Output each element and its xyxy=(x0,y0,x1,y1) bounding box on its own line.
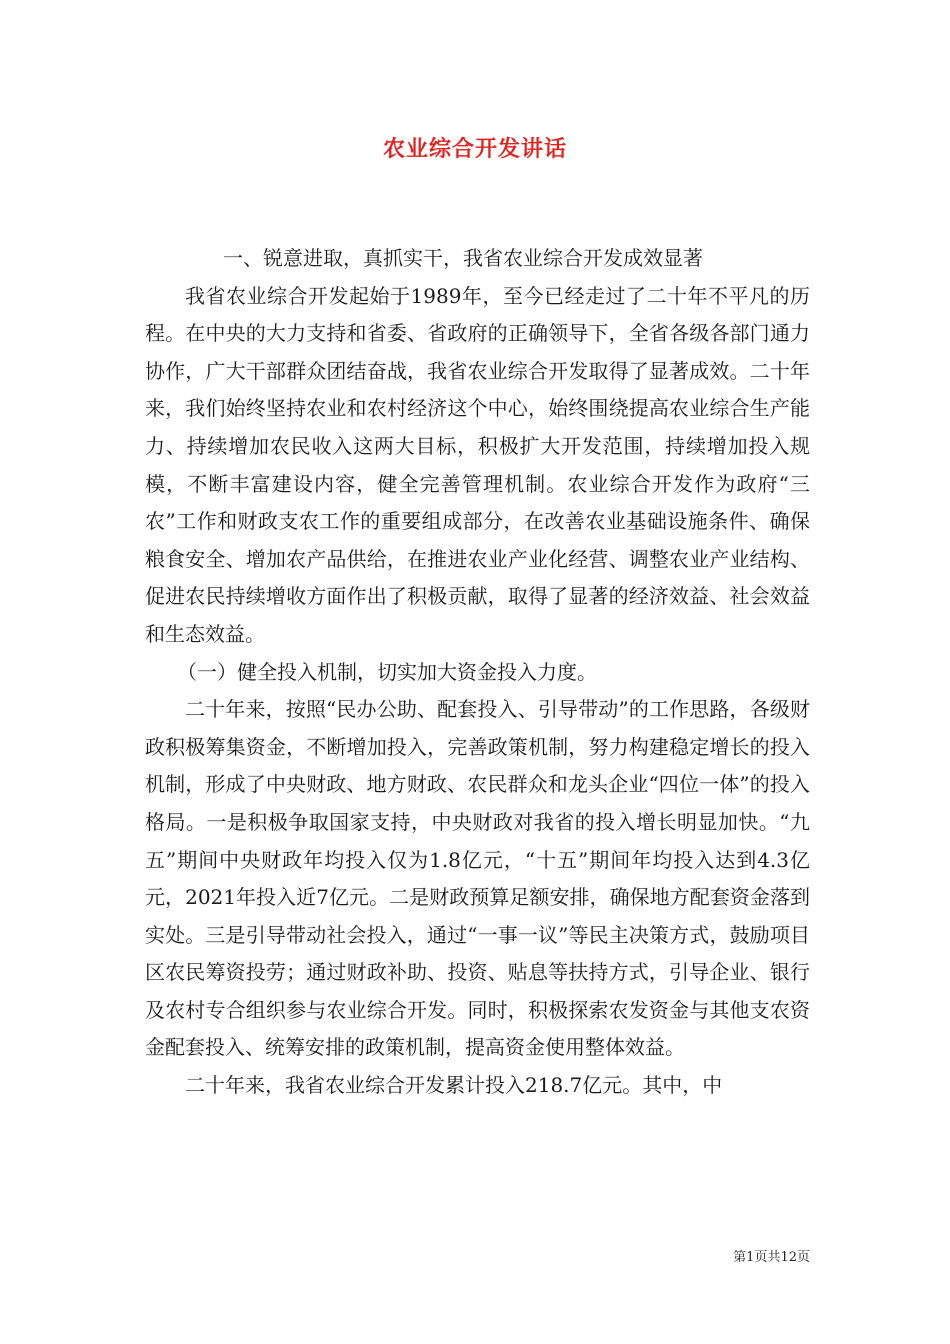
body-paragraph: 二十年来，我省农业综合开发累计投入218.7亿元。其中，中 xyxy=(185,1073,723,1098)
body-paragraph: 二十年来，按照“民办公助、配套投入、引导带动”的工作思路，各级财政积极筹集资金，不断增加投入，完善政策机制，努力构建稳定增长的投入机制，形成了中央财政、地方财政、农民群众和龙头企业“四位一体”的投入格局。一是积极争取国家支持，中央财政对我省的投入增长明显加快。“九五”期间中央财政年均投入仅为1.8亿元，“十五”期间年均投入达到4.3亿元，2021年投入近7亿元。二是财政预算足额安排，确保地方配套资金落到实处。三是引导带动社会投入，通过“一事一议”等民主决策方式，鼓励项目区农民筹资投劳；通过财政补助、投资、贴息等扶持方式，引导企业、银行及农村专合组织参与农业综合开发。同时，积极探索农发资金与其他支农资金配套投入、统筹安排的政策机制，提高资金使用整体效益。 xyxy=(145,697,810,1060)
body-paragraph: 我省农业综合开发起始于1989年，至今已经走过了二十年不平凡的历程。在中央的大力支持和省委、省政府的正确领导下，全省各级各部门通力协作，广大干部群众团结奋战，我省农业综合开发取得了显著成效。二十年来，我们始终坚持农业和农村经济这个中心，始终围绕提高农业综合生产能力、持续增加农民收入这两大目标，积极扩大开发范围，持续增加投入规模，不断丰富建设内容，健全完善管理机制。农业综合开发作为政府“三农”工作和财政支农工作的重要组成部分，在改善农业基础设施条件、确保粮食安全、增加农产品供给，在推进农业产业化经营、调整农业产业结构、促进农民持续增收方面作出了积极贡献，取得了显著的经济效益、社会效益和生态效益。 xyxy=(145,283,810,646)
section-heading: 一、锐意进取，真抓实干，我省农业综合开发成效显著 xyxy=(223,246,703,270)
document-title: 农业综合开发讲话 xyxy=(382,136,567,162)
subsection-heading: （一）健全投入机制，切实加大资金投入力度。 xyxy=(177,659,597,684)
document-body xyxy=(145,240,810,1105)
page-number: 第1页共12页 xyxy=(733,1250,810,1265)
